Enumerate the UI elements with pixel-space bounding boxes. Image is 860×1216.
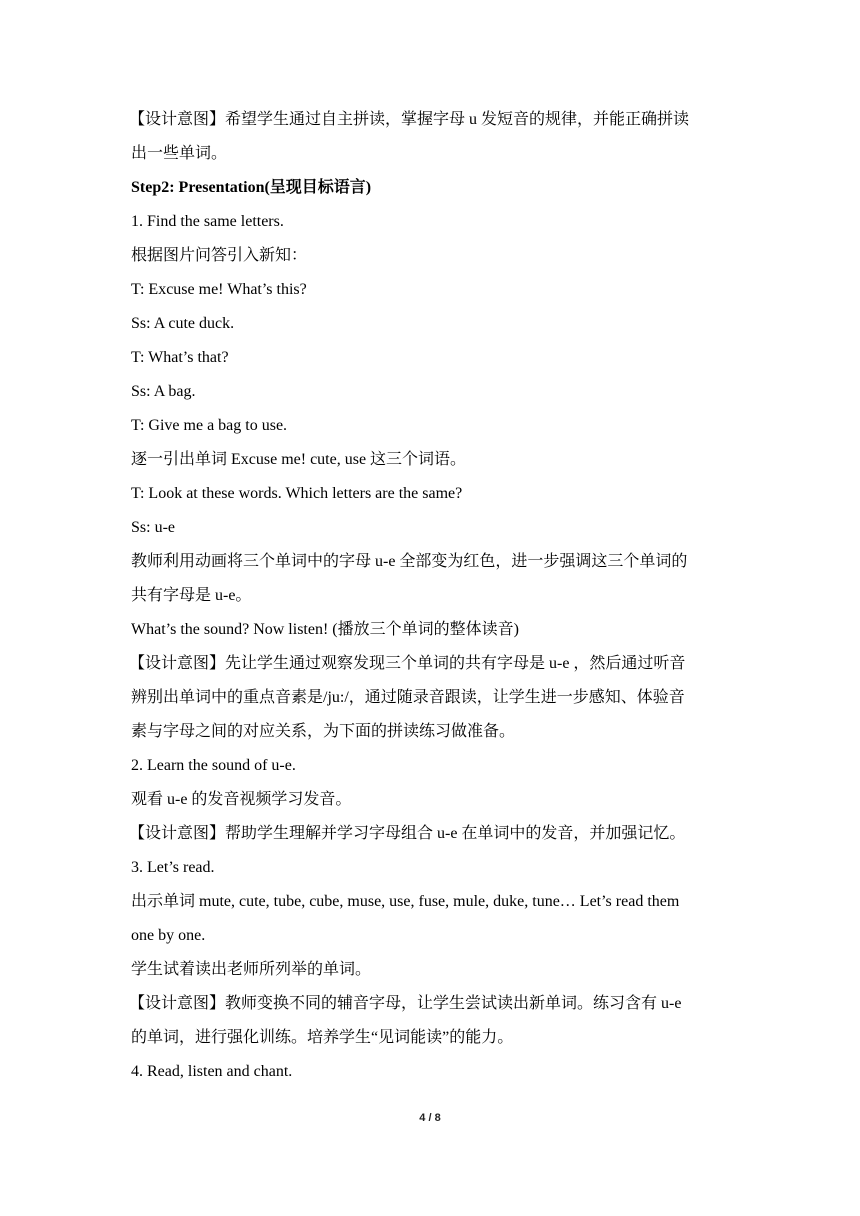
dialogue-line: T: Look at these words. Which letters are the same? (131, 485, 463, 502)
step-heading: Step2: Presentation(呈现目标语言) (131, 179, 372, 196)
dialogue-line: Ss: u-e (131, 519, 175, 536)
text-line: 出一些单词。 (131, 145, 228, 162)
text-line: 逐一引出单词 Excuse me! cute, use 这三个词语。 (131, 451, 467, 468)
text-line: 学生试着读出老师所列举的单词。 (131, 961, 372, 978)
text-line: What’s the sound? Now listen! (播放三个单词的整体读音) (131, 621, 519, 638)
dialogue-line: Ss: A bag. (131, 383, 196, 400)
design-intent-paragraph: 【设计意图】先让学生通过观察发现三个单词的共有字母是 u-e ，然后通过听音 (129, 655, 686, 672)
text-line: 出示单词 mute, cute, tube, cube, muse, use, fuse, mule, duke, tune… Let’s read them (131, 893, 680, 910)
design-intent-paragraph: 【设计意图】希望学生通过自主拼读，掌握字母 u 发短音的规律，并能正确拼读 (129, 111, 690, 128)
page-number: 4 / 8 (419, 1112, 441, 1124)
activity-heading: 1. Find the same letters. (131, 213, 284, 230)
design-intent-paragraph: 【设计意图】教师变换不同的辅音字母，让学生尝试读出新单词。练习含有 u-e (129, 995, 682, 1012)
text-line: 的单词，进行强化训练。培养学生“见词能读”的能力。 (131, 1029, 514, 1046)
text-line: 素与字母之间的对应关系，为下面的拼读练习做准备。 (131, 723, 516, 740)
document-body (131, 103, 731, 1089)
design-intent-paragraph: 【设计意图】帮助学生理解并学习字母组合 u-e 在单词中的发音，并加强记忆。 (129, 825, 686, 842)
text-line: 辨别出单词中的重点音素是/ju:/，通过随录音跟读，让学生进一步感知、体验音 (131, 689, 685, 706)
text-line: 观看 u-e 的发音视频学习发音。 (131, 791, 352, 808)
activity-heading: 4. Read, listen and chant. (131, 1063, 293, 1080)
dialogue-line: T: Give me a bag to use. (131, 417, 288, 434)
activity-heading: 3. Let’s read. (131, 859, 215, 876)
text-line: 教师利用动画将三个单词中的字母 u-e 全部变为红色，进一步强调这三个单词的 (131, 553, 688, 570)
dialogue-line: T: What’s that? (131, 349, 229, 366)
text-line: one by one. (131, 927, 206, 944)
dialogue-line: Ss: A cute duck. (131, 315, 235, 332)
text-line: 根据图片问答引入新知： (131, 247, 308, 264)
dialogue-line: T: Excuse me! What’s this? (131, 281, 307, 298)
activity-heading: 2. Learn the sound of u-e. (131, 757, 296, 774)
text-line: 共有字母是 u-e。 (131, 587, 252, 604)
